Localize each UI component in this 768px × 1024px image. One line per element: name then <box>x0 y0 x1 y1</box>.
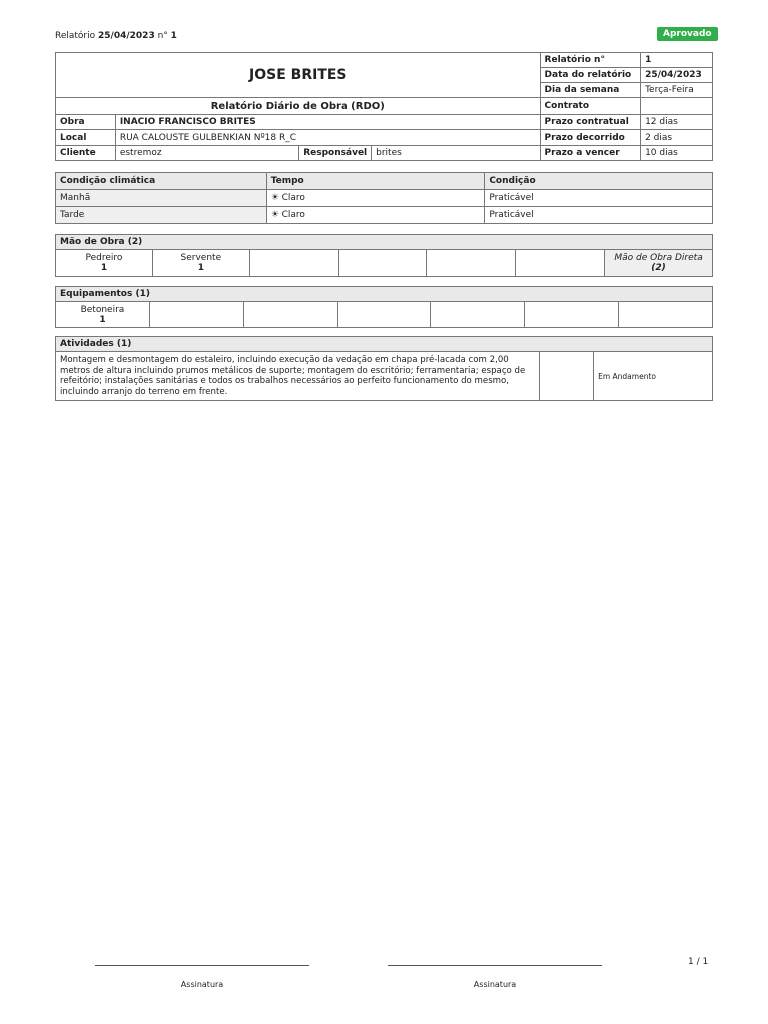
equipment-title: Equipamentos (1) <box>56 287 713 302</box>
activities-title: Atividades (1) <box>56 337 713 352</box>
info-value: 25/04/2023 <box>641 68 713 83</box>
weather-period: Tarde <box>56 207 267 224</box>
equipment-item <box>56 302 150 328</box>
info-value: 12 dias <box>641 115 713 130</box>
activity-description: Montagem e desmontagem do estaleiro, incluindo execução da vedação em chapa pré-lacada com 2,00 metros de altura incluindo prumos metálicos de suporte; montagem do escritório; ferramentaria; espaço de refeitório; instalações sanitárias e todos os trabalhos necessários ao perfeito funcionamento do mesmo, incluindo arranjo do terreno em frente. <box>56 352 540 401</box>
obra-value: INACIO FRANCISCO BRITES <box>115 115 540 130</box>
weather-header: Condição climática <box>56 173 267 190</box>
labor-count: 1 <box>197 263 204 273</box>
labor-empty <box>249 250 338 277</box>
signature-line <box>95 965 309 966</box>
obra-label: Obra <box>56 115 116 130</box>
labor-count: 1 <box>100 263 108 273</box>
info-value <box>641 98 713 115</box>
weather-row <box>56 207 713 224</box>
info-value: 2 dias <box>641 130 713 146</box>
weather-header: Tempo <box>266 173 485 190</box>
equipment-empty <box>149 302 243 328</box>
responsavel-label: Responsável <box>299 146 372 161</box>
equipment-name: Betoneira <box>80 304 125 315</box>
labor-item <box>56 250 153 277</box>
labor-table <box>55 234 713 277</box>
activity-row <box>56 352 713 401</box>
report-reference <box>55 31 177 41</box>
weather-header: Condição <box>485 173 713 190</box>
labor-empty <box>516 250 605 277</box>
info-label: Prazo decorrido <box>540 130 641 146</box>
info-label: Dia da semana <box>540 83 641 98</box>
header-table <box>55 52 713 161</box>
equipment-empty <box>243 302 337 328</box>
signature-label: Assinatura <box>180 980 224 989</box>
signature-block <box>388 965 602 989</box>
report-date: 25/04/2023 <box>98 31 155 41</box>
labor-role: Pedreiro <box>85 253 123 263</box>
weather-condicao: Praticável <box>485 190 713 207</box>
labor-empty <box>427 250 516 277</box>
equipment-empty <box>619 302 713 328</box>
weather-tempo: ☀ Claro <box>266 207 485 224</box>
info-label: Prazo contratual <box>540 115 641 130</box>
weather-period: Manhã <box>56 190 267 207</box>
labor-direct-label: Mão de Obra Direta <box>614 253 703 263</box>
signature-block <box>95 965 309 989</box>
company-name: JOSE BRITES <box>56 53 541 98</box>
status-badge: Aprovado <box>657 27 718 41</box>
responsavel-value: brites <box>372 146 540 161</box>
info-value: 1 <box>641 53 713 68</box>
signature-label: Assinatura <box>473 980 517 989</box>
info-label: Data do relatório <box>540 68 641 83</box>
report-number: 1 <box>170 31 177 41</box>
cliente-value: estremoz <box>115 146 298 161</box>
equipment-empty <box>431 302 525 328</box>
page-number: 1 / 1 <box>688 957 709 967</box>
equipment-empty <box>525 302 619 328</box>
activity-percent <box>540 352 594 401</box>
signature-line <box>388 965 602 966</box>
equipment-count: 1 <box>99 314 106 325</box>
weather-table <box>55 172 713 224</box>
labor-direct <box>605 250 713 277</box>
info-value: 10 dias <box>641 146 713 161</box>
report-prefix: Relatório <box>55 31 96 41</box>
labor-direct-value: (2) <box>651 263 666 273</box>
labor-title: Mão de Obra (2) <box>56 235 713 250</box>
weather-row <box>56 190 713 207</box>
info-label: Contrato <box>540 98 641 115</box>
report-subtitle: Relatório Diário de Obra (RDO) <box>56 98 541 115</box>
report-number-label: n° <box>157 31 168 41</box>
activity-status: Em Andamento <box>594 352 713 401</box>
weather-condicao: Praticável <box>485 207 713 224</box>
labor-empty <box>338 250 427 277</box>
activities-table <box>55 336 713 401</box>
info-label: Prazo a vencer <box>540 146 641 161</box>
info-value: Terça-Feira <box>641 83 713 98</box>
equipment-table <box>55 286 713 328</box>
labor-item <box>152 250 249 277</box>
labor-role: Servente <box>180 253 222 263</box>
info-label: Relatório n° <box>540 53 641 68</box>
cliente-label: Cliente <box>56 146 116 161</box>
weather-tempo: ☀ Claro <box>266 190 485 207</box>
local-label: Local <box>56 130 116 146</box>
equipment-empty <box>337 302 431 328</box>
local-value: RUA CALOUSTE GULBENKIAN Nº18 R_C <box>115 130 540 146</box>
